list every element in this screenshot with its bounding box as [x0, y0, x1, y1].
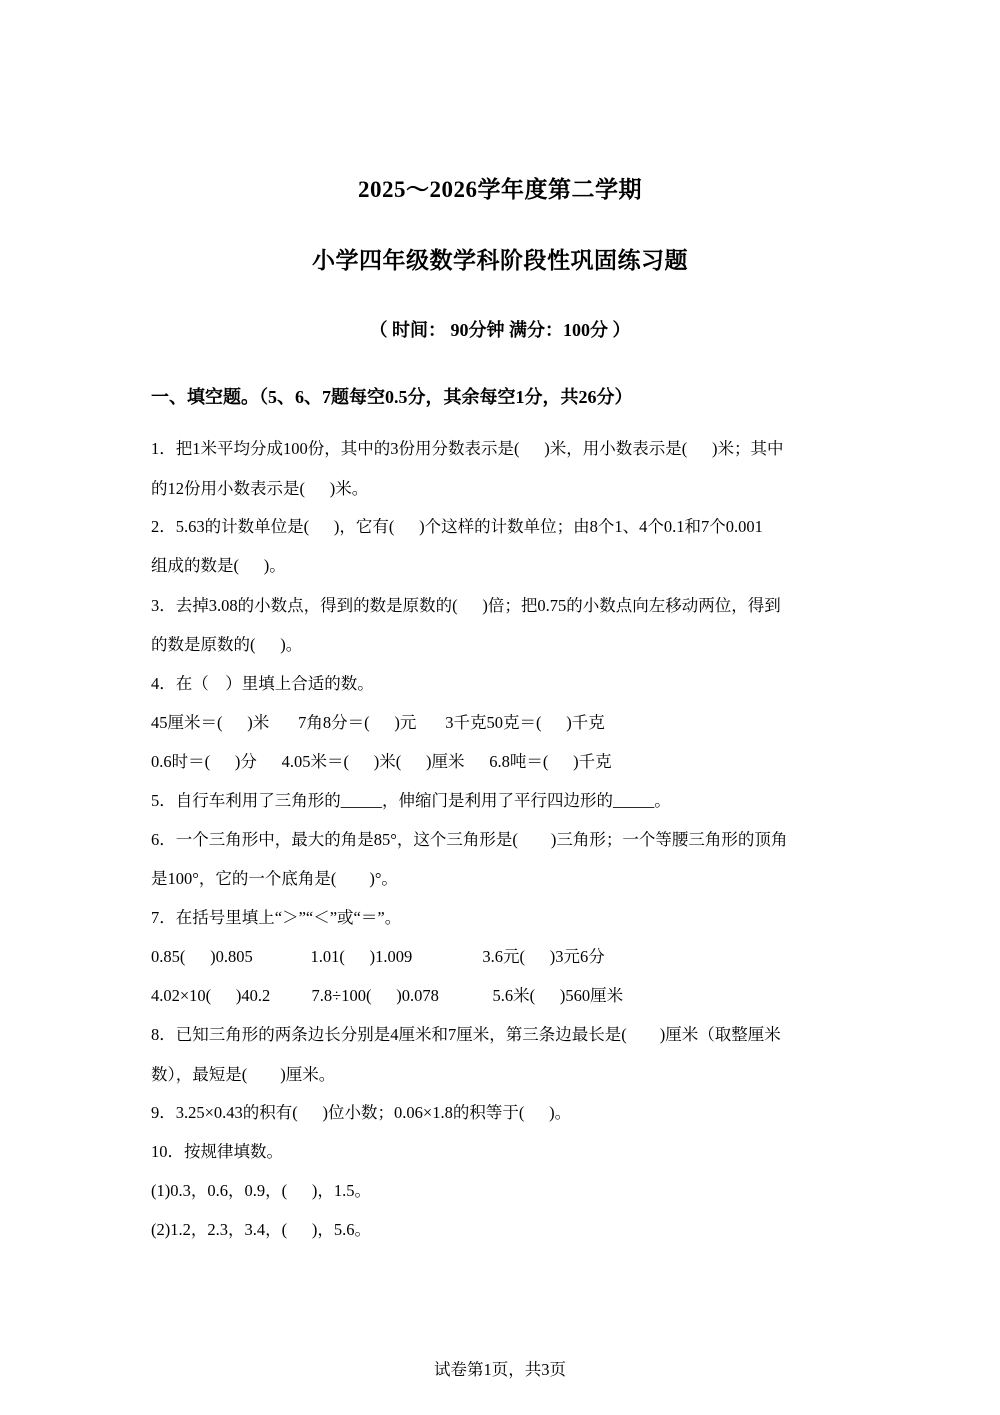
exam-title-term: 2025～2026学年度第二学期 [358, 177, 642, 202]
section-heading-fill-in: 一、填空题。（5、6、7题每空0.5分，其余每空1分，共26分） [151, 387, 633, 407]
question-7-row-1: 0.85( )0.805 1.01( )1.009 3.6元( )3元6分 [151, 947, 605, 966]
question-8-line-2: 数），最短是( )厘米。 [151, 1065, 336, 1084]
question-7-prompt: 7．在括号里填上“＞”“＜”或“＝”。 [151, 908, 402, 927]
page-number-footer: 试卷第1页，共3页 [434, 1360, 566, 1379]
question-1-line-1: 1．把1米平均分成100份，其中的3份用分数表示是( )米，用小数表示是( )米；其中 [151, 439, 784, 458]
question-6-line-2: 是100°，它的一个底角是( )°。 [151, 869, 398, 888]
question-4-row-1: 45厘米＝( )米 7角8分＝( )元 3千克50克＝( )千克 [151, 713, 605, 732]
question-8-line-1: 8．已知三角形的两条边长分别是4厘米和7厘米，第三条边最长是( )厘米（取整厘米 [151, 1025, 781, 1044]
question-2-line-1: 2．5.63的计数单位是( )，它有( )个这样的计数单位；由8个1、4个0.1和7个0.001 [151, 517, 763, 536]
question-3-line-1: 3．去掉3.08的小数点，得到的数是原数的( )倍；把0.75的小数点向左移动两位，得到 [151, 596, 781, 615]
exam-time-score-info: （ 时间： 90分钟 满分：100分 ） [369, 320, 631, 340]
question-5: 5．自行车利用了三角形的_____，伸缩门是利用了平行四边形的_____。 [151, 791, 671, 810]
question-4-row-2: 0.6时＝( )分 4.05米＝( )米( )厘米 6.8吨＝( )千克 [151, 752, 612, 771]
question-2-line-2: 组成的数是( )。 [151, 556, 286, 575]
question-6-line-1: 6．一个三角形中，最大的角是85°，这个三角形是( )三角形；一个等腰三角形的顶角 [151, 830, 788, 849]
question-10-part-2: (2)1.2，2.3，3.4，( )，5.6。 [151, 1220, 371, 1239]
question-3-line-2: 的数是原数的( )。 [151, 635, 303, 654]
question-1-line-2: 的12份用小数表示是( )米。 [151, 479, 369, 498]
question-4-prompt: 4．在（ ）里填上合适的数。 [151, 674, 374, 693]
question-10-part-1: (1)0.3，0.6，0.9，( )，1.5。 [151, 1181, 371, 1200]
exam-title-subject: 小学四年级数学科阶段性巩固练习题 [312, 248, 688, 273]
question-9: 9．3.25×0.43的积有( )位小数；0.06×1.8的积等于( )。 [151, 1103, 572, 1122]
question-7-row-2: 4.02×10( )40.2 7.8÷100( )0.078 5.6米( )560厘米 [151, 986, 624, 1005]
question-10-prompt: 10．按规律填数。 [151, 1142, 283, 1161]
